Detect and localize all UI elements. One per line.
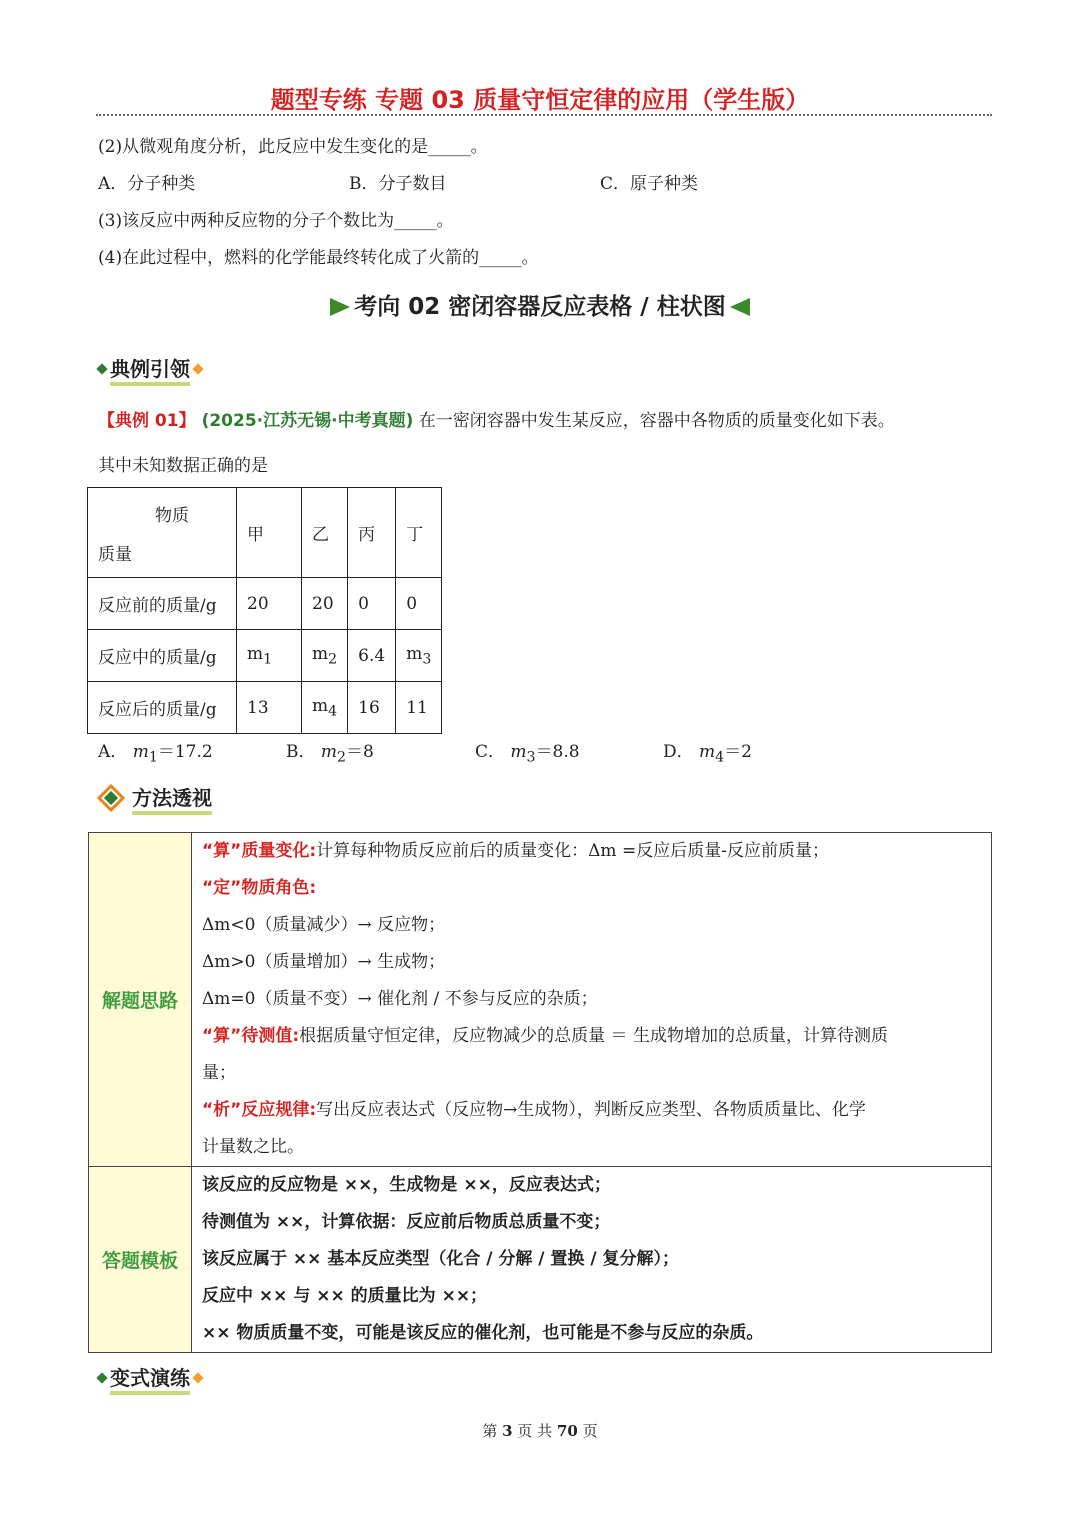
table-cell: 20 xyxy=(237,578,302,630)
row-label: 反应前的质量/g xyxy=(88,578,237,630)
mass-table xyxy=(87,487,442,734)
green-diamond-icon xyxy=(96,1372,107,1383)
var-m: m xyxy=(406,643,423,664)
method-row1-label: 解题思路 xyxy=(89,833,192,1167)
table-cell xyxy=(302,630,348,682)
table-cell xyxy=(302,682,348,734)
q2-option-c: C．原子种类 xyxy=(600,174,699,194)
question-4: (4)在此过程中，燃料的化学能最终转化成了火箭的_____。 xyxy=(98,248,539,268)
step-text-cont: 量； xyxy=(202,1063,236,1083)
page-header-title: 题型专练 专题 03 质量守恒定律的应用（学生版） xyxy=(270,86,810,114)
template-line: 待测值为 ××，计算依据：反应前后物质总质量不变； xyxy=(202,1212,611,1232)
row-label: 反应后的质量/g xyxy=(88,682,237,734)
variant-heading xyxy=(98,1362,202,1391)
corner-top-label: 物质 xyxy=(155,505,189,526)
example-question: 其中未知数据正确的是 xyxy=(98,456,268,476)
page-number: 3 xyxy=(502,1422,513,1440)
method-row2-content xyxy=(192,1167,992,1353)
step-title: “析”反应规律: xyxy=(202,1100,317,1120)
method-row2-label: 答题模板 xyxy=(89,1167,192,1353)
header-divider xyxy=(96,114,992,116)
page-footer: 第 3 页 共 70 页 xyxy=(482,1422,598,1440)
question-2: (2)从微观角度分析，此反应中发生变化的是_____。 xyxy=(98,137,488,157)
template-line: 该反应属于 ×× 基本反应类型（化合 / 分解 / 置换 / 复分解）； xyxy=(202,1249,679,1269)
template-line: 反应中 ×× 与 ×× 的质量比为 ××； xyxy=(202,1286,488,1306)
step-title: “算”待测值: xyxy=(202,1026,300,1046)
section-title-text: 考向 02 密闭容器反应表格 / 柱状图 xyxy=(354,294,726,320)
variant-heading-text: 变式演练 xyxy=(110,1366,190,1395)
corner-bottom-label: 质量 xyxy=(98,544,132,565)
section-heading xyxy=(0,288,1080,321)
answer-option-d: D． $m_4=2$ xyxy=(663,742,753,766)
table-cell: 0 xyxy=(348,578,396,630)
method-heading-text: 方法透视 xyxy=(132,786,212,815)
method-heading xyxy=(98,782,212,811)
template-line: 该反应的反应物是 ××，生成物是 ××，反应表达式； xyxy=(202,1175,611,1195)
var-sub: 1 xyxy=(263,651,273,668)
table-cell: 6.4 xyxy=(348,630,396,682)
var-sub: 4 xyxy=(328,703,338,720)
total-pages: 70 xyxy=(556,1422,578,1440)
var-m: m xyxy=(312,695,329,716)
header-cell: 甲 xyxy=(237,488,302,578)
q2-option-b: B．分子数目 xyxy=(349,174,447,194)
table-cell: 13 xyxy=(237,682,302,734)
var-m: m xyxy=(247,643,264,664)
role-reactant: Δm<0（质量减少）→ 反应物； xyxy=(202,915,446,935)
arrow-right-icon xyxy=(330,298,350,316)
green-diamond-icon xyxy=(96,363,107,374)
example-intro xyxy=(98,406,895,431)
table-cell: 0 xyxy=(396,578,442,630)
step-title: “算”质量变化: xyxy=(202,841,317,861)
header-cell: 丙 xyxy=(348,488,396,578)
example-tag: 【典例 01】 xyxy=(98,411,196,431)
var-m: m xyxy=(312,643,329,664)
row-label: 反应中的质量/g xyxy=(88,630,237,682)
arrow-left-icon xyxy=(730,298,750,316)
table-cell: 16 xyxy=(348,682,396,734)
question-3: (3)该反应中两种反应物的分子个数比为_____。 xyxy=(98,211,454,231)
orange-diamond-icon xyxy=(192,363,203,374)
example-source: (2025·江苏无锡·中考真题) xyxy=(201,411,414,431)
header-cell: 乙 xyxy=(302,488,348,578)
orange-diamond-icon xyxy=(192,1372,203,1383)
role-product: Δm>0（质量增加）→ 生成物； xyxy=(202,952,446,972)
step-text: 写出反应表达式（反应物→生成物），判断反应类型、各物质质量比、化学 xyxy=(316,1100,866,1120)
method-table xyxy=(88,832,992,1353)
table-cell xyxy=(396,630,442,682)
answer-option-b: B． $m_2=8$ xyxy=(286,742,374,766)
method-row1-content xyxy=(192,833,992,1167)
example-text: 在一密闭容器中发生某反应，容器中各物质的质量变化如下表。 xyxy=(418,411,895,431)
table-cell xyxy=(237,630,302,682)
header-cell: 丁 xyxy=(396,488,442,578)
method-diamond-icon xyxy=(98,785,124,811)
step-text: 根据质量守恒定律，反应物减少的总质量 ＝ 生成物增加的总质量，计算待测质 xyxy=(299,1026,888,1046)
role-catalyst: Δm=0（质量不变）→ 催化剂 / 不参与反应的杂质； xyxy=(202,989,598,1009)
table-cell: 11 xyxy=(396,682,442,734)
var-sub: 3 xyxy=(422,651,432,668)
table-corner-cell xyxy=(88,488,237,578)
answer-option-c: C． $m_3=8.8$ xyxy=(475,742,580,766)
answer-option-a: A． $m_1=17.2$ xyxy=(98,742,213,766)
template-line: ×× 物质质量不变，可能是该反应的催化剂，也可能是不参与反应的杂质。 xyxy=(202,1323,764,1343)
q2-option-a: A．分子种类 xyxy=(98,174,196,194)
step-text-cont: 计量数之比。 xyxy=(202,1137,304,1157)
step-text: 计算每种物质反应前后的质量变化：Δm =反应后质量-反应前质量； xyxy=(316,841,829,861)
var-sub: 2 xyxy=(328,651,338,668)
example-heading xyxy=(98,353,202,382)
table-cell: 20 xyxy=(302,578,348,630)
example-heading-text: 典例引领 xyxy=(110,357,190,386)
step-title: “定”物质角色: xyxy=(202,878,317,898)
